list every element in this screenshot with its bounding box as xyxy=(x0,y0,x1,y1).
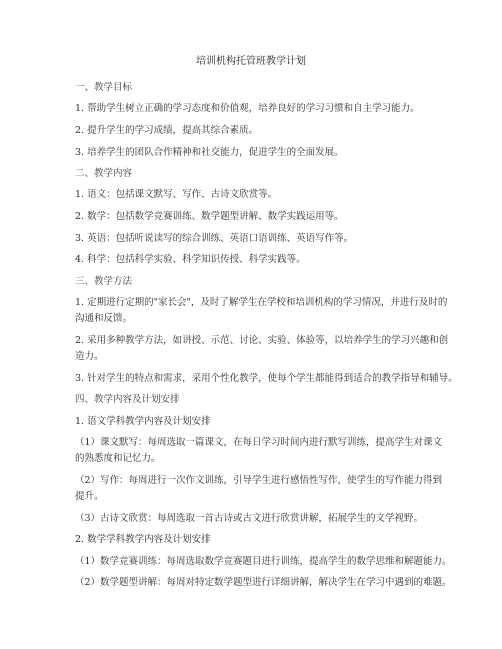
paragraph: 1. 帮助学生树立正确的学习态度和价值观，培养良好的学习习惯和自主学习能力。 xyxy=(75,103,420,114)
section-heading-methods: 三、教学方法 xyxy=(75,276,133,287)
paragraph: 3. 英语：包括听说读写的综合训练、英语口语训练、英语写作等。 xyxy=(75,233,354,244)
subsection-heading-chinese: 1. 语文学科教学内容及计划安排 xyxy=(75,416,211,427)
paragraph: 2. 采用多种教学方法，如讲授、示范、讨论、实验、体验等，以培养学生的学习兴趣和创 xyxy=(75,335,449,346)
paragraph-continuation: 沟通和反馈。 xyxy=(75,313,133,324)
subsection-heading-math: 2. 数学学科教学内容及计划安排 xyxy=(75,534,211,545)
paragraph: 2. 提升学生的学习成绩，提高其综合素质。 xyxy=(75,125,259,136)
paragraph-continuation: 造力。 xyxy=(75,351,104,362)
paragraph: （1）课文默写：每周选取一篇课文，在每日学习时间内进行默写训练，提高学生对课文 xyxy=(75,437,443,448)
paragraph: （2）数学题型讲解：每周对特定数学题型进行详细讲解，解决学生在学习中遇到的难题。 xyxy=(75,577,452,588)
paragraph-continuation: 的熟悉度和记忆力。 xyxy=(75,453,161,464)
section-heading-content: 二、教学内容 xyxy=(75,168,133,179)
section-heading-schedule: 四、教学内容及计划安排 xyxy=(75,394,180,405)
paragraph-continuation: 提升。 xyxy=(75,491,104,502)
document-title: 培训机构托管班教学计划 xyxy=(196,56,306,67)
section-heading-objectives: 一、教学目标 xyxy=(75,82,133,93)
paragraph: 1. 语文：包括课文默写、写作、古诗文欣赏等。 xyxy=(75,189,278,200)
paragraph: 4. 科学：包括科学实验、科学知识传授、科学实践等。 xyxy=(75,254,306,265)
paragraph: 1. 定期进行定期的"家长会"，及时了解学生在学校和培训机构的学习情况，并进行及时的 xyxy=(75,297,448,308)
paragraph: （3）古诗文欣赏：每周选取一首古诗或古文进行欣赏讲解，拓展学生的文学视野。 xyxy=(75,513,424,524)
paragraph: 3. 针对学生的特点和需求，采用个性化教学，使每个学生都能得到适合的教学指导和辅导。 xyxy=(75,373,458,384)
paragraph: 2. 数学：包括数学竞赛训练、数学题型讲解、数学实践运用等。 xyxy=(75,211,344,222)
paragraph: 3. 培养学生的团队合作精神和社交能力，促进学生的全面发展。 xyxy=(75,147,344,158)
paragraph: （1）数学竞赛训练：每周选取数学竞赛题目进行训练，提高学生的数学思维和解题能力。 xyxy=(75,556,452,567)
paragraph: （2）写作：每周进行一次作文训练，引导学生进行感悟性写作，使学生的写作能力得到 xyxy=(75,475,443,486)
